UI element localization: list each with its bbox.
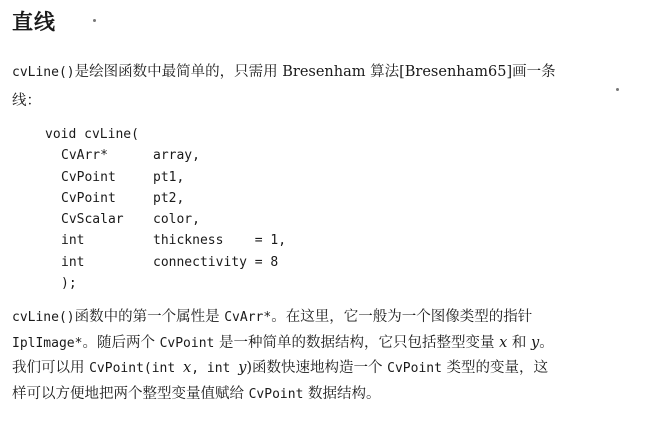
param-type: int [61,254,85,270]
inline-code: IplImage* [12,335,83,351]
body-text: 是一种简单的数据结构，它只包括整型变量 [214,334,500,351]
body-text: 类型的变量，这 [441,360,549,376]
param-name: color, [153,212,200,228]
param-name: pt2, [153,190,185,206]
body-text: 函数中的第一个属性是 [74,309,225,325]
intro-text-end: 线： [12,93,41,109]
param-name: pt1, [153,169,185,185]
body-text: 。 [539,334,554,351]
param-type: int [61,233,85,249]
section-heading: 直线 [12,10,56,34]
code-signature: void cvLine( [45,127,139,142]
param-type: CvScalar [61,212,124,228]
param-type: CvPoint [61,169,116,185]
body-text: )函数快速地构造一个 [246,360,388,376]
body-text: 。在这里，它一般为一个图像类型的指针 [271,309,533,325]
math-var: y [530,334,540,351]
body-text: 和 [507,334,531,351]
body-text: 我们可以用 [12,360,90,376]
code-close: ); [61,276,77,292]
intro-paragraph [12,58,642,115]
inline-code: cvLine() [12,65,75,80]
param-name: thickness = 1, [153,233,287,249]
inline-code: cvLine() [12,310,75,325]
inline-code: CvPoint(int [89,361,184,376]
body-text: 。随后两个 [82,334,160,351]
param-type: CvArr* [61,148,108,164]
scan-speck [93,19,96,22]
inline-code: CvPoint [159,335,215,351]
math-var: y [238,360,247,376]
param-name: connectivity = 8 [153,254,279,270]
inline-code: CvPoint [387,361,442,376]
code-block [45,124,286,294]
body-text: 样可以方便地把两个整型变量值赋给 [12,385,249,402]
param-name: array, [153,148,200,164]
intro-text: 是绘图函数中最简单的，只需用 Bresenham 算法[Bresenham65]画一条 [74,64,556,80]
body-text: 数据结构。 [303,385,381,402]
math-var: x [183,360,192,376]
param-type: CvPoint [61,190,116,206]
inline-code: , int [191,361,239,376]
math-var: x [499,334,508,351]
inline-code: CvPoint [248,386,304,402]
inline-code: CvArr* [224,310,272,325]
body-paragraph [12,305,642,407]
